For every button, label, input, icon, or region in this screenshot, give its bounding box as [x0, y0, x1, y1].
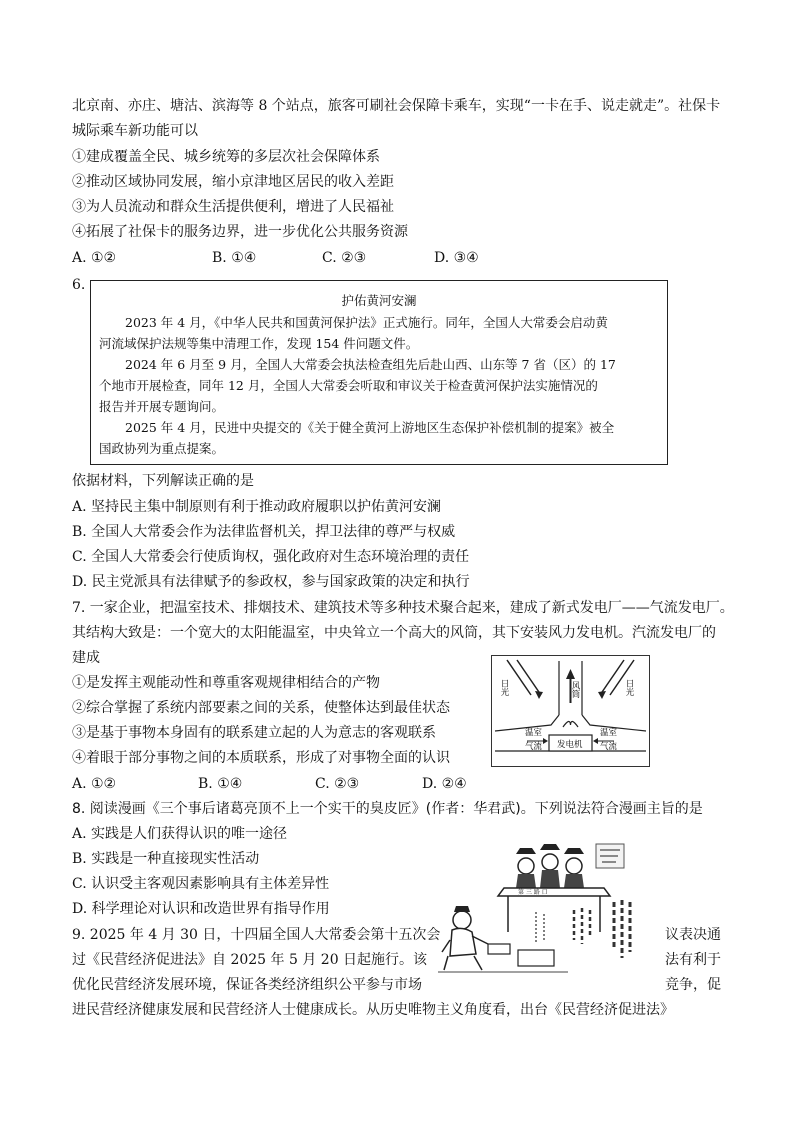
q6-choice-b[interactable]: B. 全国人大常委会作为法律监督机关，捍卫法律的尊严与权威 [72, 524, 456, 540]
q8-choice-c[interactable]: C. 认识受主客观因素影响具有主体差异性 [72, 876, 330, 892]
q6-material-box [90, 280, 668, 465]
q9-line-1a: 9. 2025 年 4 月 30 日，十四届全国人大常委会第十五次会 [72, 927, 441, 943]
label-wind-tube: 风筒 [570, 681, 580, 698]
q5-item-1: ①建成覆盖全民、城乡统筹的多层次社会保障体系 [72, 149, 380, 165]
q6-box-line-6: 2025 年 4 月，民进中央提交的《关于健全黄河上游地区生态保护补偿机制的提案》被全 [125, 420, 615, 435]
q5-item-2: ②推动区域协同发展，缩小京津地区居民的收入差距 [72, 174, 394, 190]
label-greenhouse-right: 温室 [600, 728, 618, 738]
q6-box-line-1: 2023 年 4 月，《中华人民共和国黄河保护法》正式施行。同年，全国人大常委会启动黄 [125, 315, 608, 330]
q5-item-3: ③为人员流动和群众生活提供便利，增进了人民福祉 [72, 199, 394, 215]
q6-box-line-7: 国政协列为重点提案。 [99, 441, 225, 456]
cobbler-head [453, 911, 471, 929]
q7-item-3: ③是基于事物本身固有的联系建立起的人为意志的客观联系 [72, 725, 436, 741]
q7-option-c[interactable]: C. ②③ [315, 776, 360, 792]
cobbler-hat [454, 906, 470, 912]
q9-line-1b: 议表决通 [665, 927, 721, 943]
q9-line-3a: 优化民营经济发展环境，保证各类经济组织公平参与市场 [72, 977, 422, 993]
q6-box-line-2: 河流域保护法规等集中清理工作，发现 154 件问题文件。 [99, 336, 419, 351]
q7-item-4: ④着眼于部分事物之间的本质联系，形成了对事物全面的认识 [72, 750, 450, 766]
label-airflow-right: 气流 [600, 742, 618, 752]
q7-item-1: ①是发挥主观能动性和尊重客观规律相结合的产物 [72, 675, 380, 691]
figure-head-2 [542, 854, 558, 870]
q6-choice-d[interactable]: D. 民主党派具有法律赋予的参政权，参与国家政策的决定和执行 [72, 574, 470, 590]
cobbler-body [450, 928, 476, 956]
q5-item-4: ④拓展了社保卡的服务边界，进一步优化公共服务资源 [72, 224, 408, 240]
label-generator: 发电机 [557, 740, 583, 750]
q8-stem: 8. 阅读漫画《三个事后诸葛亮顶不上一个实干的臭皮匠》(作者：华君武)。下列说法符合漫画主旨的是 [72, 801, 703, 817]
cobbler-legs [444, 956, 482, 970]
q7-line-3: 建成 [72, 650, 100, 666]
cartoon-illustration [428, 840, 640, 975]
q7-line-2: 其结构大致是：一个宽大的太阳能温室，中央耸立一个高大的风筒，其下安装风力发电机。汽流发电厂的 [72, 625, 716, 641]
figure-head-1 [518, 858, 534, 874]
label-sunlight-left: 日光 [499, 679, 509, 696]
figure-head-3 [566, 858, 582, 874]
shoe-box [488, 944, 510, 954]
label-sunlight-right: 日光 [624, 679, 634, 696]
q9-line-3b: 竞争，促 [665, 977, 721, 993]
table-sign: 第 三 路 口 [518, 889, 548, 896]
caption-handwriting-2 [574, 908, 590, 944]
q7-option-b[interactable]: B. ①④ [198, 776, 243, 792]
tool-box [518, 950, 554, 966]
q6-stem: 依据材料，下列解读正确的是 [72, 473, 254, 489]
q6-box-line-3: 2024 年 6 月至 9 月，全国人大常委会执法检查组先后赴山西、山东等 7 省（区）的 17 [125, 357, 616, 372]
q7-line-1: 7. 一家企业，把温室技术、排烟技术、建筑技术等多种技术聚合起来，建成了新式发电厂——气流发电厂。 [72, 600, 734, 616]
q9-line-2a: 过《民营经济促进法》自 2025 年 5 月 20 日起施行。该 [72, 952, 428, 968]
label-airflow-left: 气流 [525, 742, 543, 752]
q5-option-c[interactable]: C. ②③ [322, 250, 367, 266]
signature-handwriting [536, 912, 544, 944]
q6-number: 6. [72, 277, 86, 293]
label-greenhouse-left: 温室 [525, 728, 543, 738]
q5-line-2: 城际乘车新功能可以 [72, 123, 198, 139]
caption-handwriting [614, 900, 630, 958]
q6-box-line-4: 个地市开展检查，同年 12 月，全国人大常委会听取和审议关于检查黄河保护法实施情况的 [99, 378, 598, 393]
q6-choice-a[interactable]: A. 坚持民主集中制原则有利于推动政府履职以护佑黄河安澜 [72, 499, 442, 515]
q9-line-4: 进民营经济健康发展和民营经济人士健康成长。从历史唯物主义角度看，出台《民营经济促进法》 [72, 1002, 674, 1018]
q8-choice-d[interactable]: D. 科学理论对认识和改造世界有指导作用 [72, 901, 330, 917]
q8-choice-a[interactable]: A. 实践是人们获得认识的唯一途径 [72, 826, 288, 842]
q6-box-line-5: 报告并开展专题询问。 [99, 399, 225, 414]
q6-box-title: 护佑黄河安澜 [341, 293, 417, 308]
q8-choice-b[interactable]: B. 实践是一种直接现实性活动 [72, 851, 260, 867]
table-top [498, 888, 610, 896]
q5-line-1: 北京南、亦庄、塘沽、滨海等 8 个站点，旅客可刷社会保障卡乘车，实现“一卡在手、说走就走”。社保卡 [72, 98, 721, 114]
q9-line-2b: 法有利于 [665, 952, 721, 968]
q5-option-b[interactable]: B. ①④ [212, 250, 257, 266]
q5-option-a[interactable]: A. ①② [72, 250, 117, 266]
q5-option-d[interactable]: D. ③④ [434, 250, 479, 266]
power-plant-diagram [491, 655, 650, 767]
q7-item-2: ②综合掌握了系统内部要素之间的关系，使整体达到最佳状态 [72, 700, 450, 716]
q6-choice-c[interactable]: C. 全国人大常委会行使质询权，强化政府对生态环境治理的责任 [72, 549, 470, 565]
q7-option-a[interactable]: A. ①② [72, 776, 117, 792]
q7-option-d[interactable]: D. ②④ [422, 776, 467, 792]
figure-hats [516, 844, 584, 854]
